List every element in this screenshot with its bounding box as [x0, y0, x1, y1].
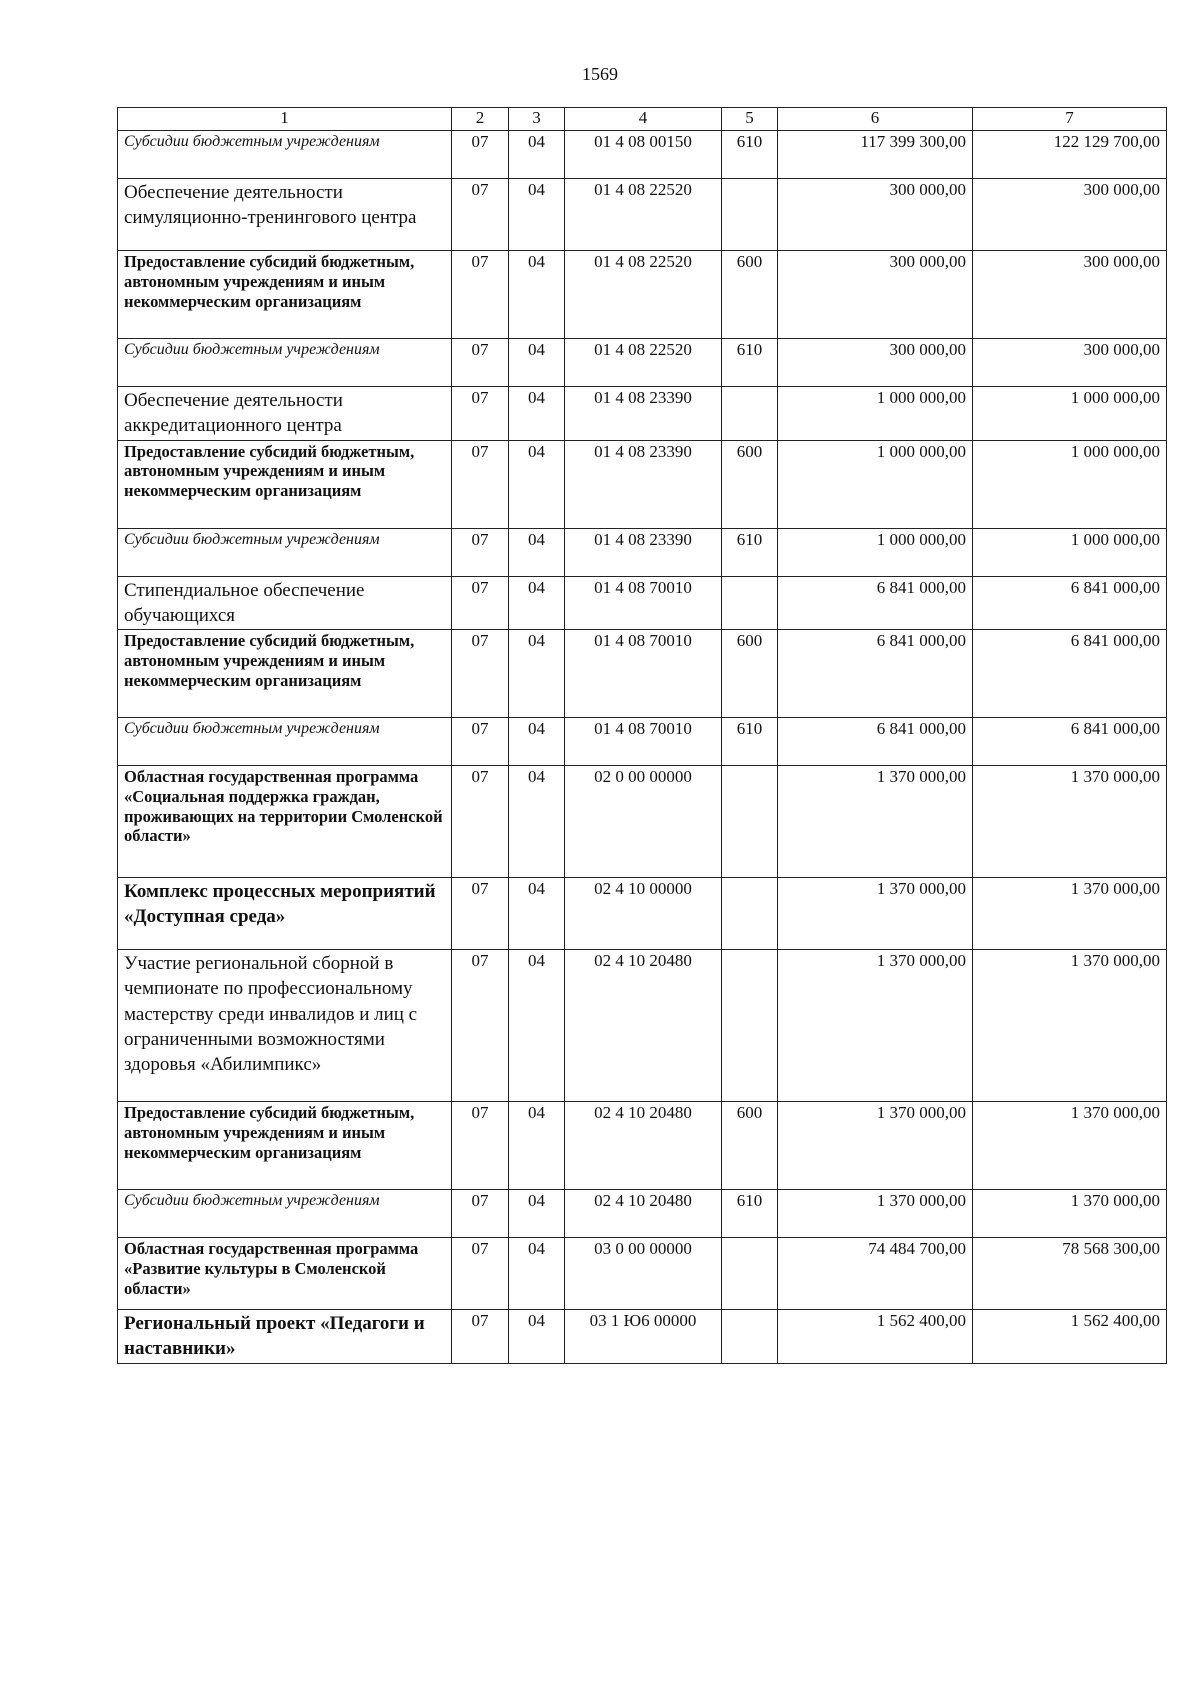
row-amount-year1-cell: 6 841 000,00 — [778, 718, 973, 766]
table-header — [118, 108, 1167, 131]
row-amount-year2-cell: 6 841 000,00 — [973, 718, 1167, 766]
table-row — [118, 766, 1167, 878]
row-target-code-cell: 03 1 Ю6 00000 — [565, 1310, 722, 1364]
table-row — [118, 387, 1167, 441]
row-amount-year1-cell: 300 000,00 — [778, 339, 973, 387]
row-amount-year1-cell: 1 370 000,00 — [778, 1190, 973, 1238]
row-target-code-cell: 01 4 08 23390 — [565, 440, 722, 528]
row-expense-type-cell: 600 — [722, 251, 778, 339]
budget-table — [117, 107, 1167, 1364]
table-row — [118, 251, 1167, 339]
row-amount-year1-cell: 300 000,00 — [778, 179, 973, 251]
row-amount-year1-cell: 1 370 000,00 — [778, 950, 973, 1102]
row-expense-type-cell: 610 — [722, 1190, 778, 1238]
row-amount-year2-cell: 1 000 000,00 — [973, 528, 1167, 576]
col-header-3: 3 — [509, 108, 565, 131]
row-subsection-cell: 04 — [509, 179, 565, 251]
row-amount-year2-cell: 6 841 000,00 — [973, 630, 1167, 718]
row-target-code-cell: 02 4 10 20480 — [565, 950, 722, 1102]
row-name-cell: Субсидии бюджетным учреждениям — [118, 339, 452, 387]
table-row — [118, 950, 1167, 1102]
row-expense-type-cell — [722, 878, 778, 950]
row-amount-year1-cell: 300 000,00 — [778, 251, 973, 339]
row-target-code-cell: 02 4 10 20480 — [565, 1190, 722, 1238]
row-subsection-cell: 04 — [509, 251, 565, 339]
row-target-code-cell: 02 4 10 00000 — [565, 878, 722, 950]
row-target-code-cell: 01 4 08 22520 — [565, 179, 722, 251]
row-target-code-cell: 01 4 08 00150 — [565, 131, 722, 179]
row-section-cell: 07 — [452, 251, 509, 339]
row-amount-year1-cell: 1 370 000,00 — [778, 766, 973, 878]
table-row — [118, 179, 1167, 251]
row-subsection-cell: 04 — [509, 440, 565, 528]
row-target-code-cell: 01 4 08 23390 — [565, 387, 722, 441]
row-section-cell: 07 — [452, 1102, 509, 1190]
row-expense-type-cell — [722, 1310, 778, 1364]
row-section-cell: 07 — [452, 131, 509, 179]
row-section-cell: 07 — [452, 179, 509, 251]
row-amount-year2-cell: 1 370 000,00 — [973, 1102, 1167, 1190]
row-amount-year1-cell: 1 562 400,00 — [778, 1310, 973, 1364]
row-name-cell: Предоставление субсидий бюджетным, автономным учреждениям и иным некоммерческим организациям — [118, 1102, 452, 1190]
col-header-4: 4 — [565, 108, 722, 131]
row-section-cell: 07 — [452, 878, 509, 950]
row-section-cell: 07 — [452, 1238, 509, 1310]
row-target-code-cell: 03 0 00 00000 — [565, 1238, 722, 1310]
row-expense-type-cell: 610 — [722, 339, 778, 387]
row-section-cell: 07 — [452, 339, 509, 387]
row-subsection-cell: 04 — [509, 766, 565, 878]
row-subsection-cell: 04 — [509, 576, 565, 630]
row-amount-year2-cell: 1 370 000,00 — [973, 950, 1167, 1102]
table-row — [118, 1310, 1167, 1364]
col-header-5: 5 — [722, 108, 778, 131]
row-amount-year1-cell: 1 000 000,00 — [778, 528, 973, 576]
row-target-code-cell: 01 4 08 70010 — [565, 630, 722, 718]
row-expense-type-cell — [722, 1238, 778, 1310]
row-amount-year2-cell: 300 000,00 — [973, 179, 1167, 251]
col-header-2: 2 — [452, 108, 509, 131]
table-row — [118, 878, 1167, 950]
row-section-cell: 07 — [452, 718, 509, 766]
row-subsection-cell: 04 — [509, 950, 565, 1102]
row-target-code-cell: 01 4 08 70010 — [565, 576, 722, 630]
row-name-cell: Субсидии бюджетным учреждениям — [118, 1190, 452, 1238]
col-header-6: 6 — [778, 108, 973, 131]
table-row — [118, 131, 1167, 179]
row-expense-type-cell — [722, 576, 778, 630]
table-row — [118, 528, 1167, 576]
row-name-cell: Предоставление субсидий бюджетным, автономным учреждениям и иным некоммерческим организациям — [118, 630, 452, 718]
row-target-code-cell: 02 4 10 20480 — [565, 1102, 722, 1190]
row-target-code-cell: 01 4 08 22520 — [565, 339, 722, 387]
row-amount-year2-cell: 300 000,00 — [973, 251, 1167, 339]
row-expense-type-cell: 600 — [722, 1102, 778, 1190]
row-subsection-cell: 04 — [509, 878, 565, 950]
row-subsection-cell: 04 — [509, 528, 565, 576]
row-expense-type-cell: 610 — [722, 131, 778, 179]
row-subsection-cell: 04 — [509, 339, 565, 387]
table-row — [118, 576, 1167, 630]
row-amount-year1-cell: 1 000 000,00 — [778, 440, 973, 528]
row-section-cell: 07 — [452, 576, 509, 630]
row-subsection-cell: 04 — [509, 131, 565, 179]
row-name-cell: Региональный проект «Педагоги и наставники» — [118, 1310, 452, 1364]
row-target-code-cell: 01 4 08 70010 — [565, 718, 722, 766]
row-subsection-cell: 04 — [509, 1102, 565, 1190]
row-expense-type-cell: 600 — [722, 440, 778, 528]
row-amount-year2-cell: 300 000,00 — [973, 339, 1167, 387]
table-row — [118, 718, 1167, 766]
row-amount-year1-cell: 117 399 300,00 — [778, 131, 973, 179]
row-section-cell: 07 — [452, 950, 509, 1102]
row-amount-year1-cell: 1 370 000,00 — [778, 1102, 973, 1190]
row-amount-year1-cell: 74 484 700,00 — [778, 1238, 973, 1310]
row-name-cell: Субсидии бюджетным учреждениям — [118, 131, 452, 179]
row-subsection-cell: 04 — [509, 1190, 565, 1238]
row-amount-year2-cell: 1 370 000,00 — [973, 766, 1167, 878]
row-subsection-cell: 04 — [509, 718, 565, 766]
row-section-cell: 07 — [452, 766, 509, 878]
row-section-cell: 07 — [452, 440, 509, 528]
row-section-cell: 07 — [452, 1310, 509, 1364]
table-body — [118, 131, 1167, 1364]
row-amount-year2-cell: 1 370 000,00 — [973, 1190, 1167, 1238]
row-expense-type-cell: 600 — [722, 630, 778, 718]
table-row — [118, 339, 1167, 387]
row-subsection-cell: 04 — [509, 630, 565, 718]
table-row — [118, 1190, 1167, 1238]
row-amount-year2-cell: 1 562 400,00 — [973, 1310, 1167, 1364]
row-section-cell: 07 — [452, 387, 509, 441]
table-row — [118, 630, 1167, 718]
row-amount-year1-cell: 1 000 000,00 — [778, 387, 973, 441]
col-header-1: 1 — [118, 108, 452, 131]
row-section-cell: 07 — [452, 630, 509, 718]
row-target-code-cell: 01 4 08 23390 — [565, 528, 722, 576]
row-name-cell: Участие региональной сборной в чемпионате по профессиональному мастерству среди инвалидов и лиц с ограниченными возможностями здоровья «Абилимпикс» — [118, 950, 452, 1102]
row-amount-year1-cell: 1 370 000,00 — [778, 878, 973, 950]
row-name-cell: Обеспечение деятельности аккредитационного центра — [118, 387, 452, 441]
table-row — [118, 1102, 1167, 1190]
row-expense-type-cell — [722, 387, 778, 441]
row-amount-year2-cell: 122 129 700,00 — [973, 131, 1167, 179]
row-name-cell: Областная государственная программа «Социальная поддержка граждан, проживающих на территории Смоленской области» — [118, 766, 452, 878]
row-amount-year2-cell: 78 568 300,00 — [973, 1238, 1167, 1310]
row-target-code-cell: 02 0 00 00000 — [565, 766, 722, 878]
row-amount-year2-cell: 1 370 000,00 — [973, 878, 1167, 950]
row-name-cell: Субсидии бюджетным учреждениям — [118, 718, 452, 766]
row-name-cell: Субсидии бюджетным учреждениям — [118, 528, 452, 576]
row-subsection-cell: 04 — [509, 1238, 565, 1310]
row-expense-type-cell: 610 — [722, 718, 778, 766]
row-target-code-cell: 01 4 08 22520 — [565, 251, 722, 339]
row-name-cell: Обеспечение деятельности симуляционно-тренингового центра — [118, 179, 452, 251]
row-expense-type-cell — [722, 179, 778, 251]
row-name-cell: Предоставление субсидий бюджетным, автономным учреждениям и иным некоммерческим организациям — [118, 440, 452, 528]
row-subsection-cell: 04 — [509, 1310, 565, 1364]
row-subsection-cell: 04 — [509, 387, 565, 441]
page-number: 1569 — [582, 64, 618, 84]
row-expense-type-cell — [722, 766, 778, 878]
row-name-cell: Стипендиальное обеспечение обучающихся — [118, 576, 452, 630]
col-header-7: 7 — [973, 108, 1167, 131]
row-amount-year2-cell: 1 000 000,00 — [973, 440, 1167, 528]
row-amount-year2-cell: 1 000 000,00 — [973, 387, 1167, 441]
row-amount-year2-cell: 6 841 000,00 — [973, 576, 1167, 630]
row-amount-year1-cell: 6 841 000,00 — [778, 576, 973, 630]
table-row — [118, 440, 1167, 528]
row-section-cell: 07 — [452, 528, 509, 576]
row-name-cell: Предоставление субсидий бюджетным, автономным учреждениям и иным некоммерческим организациям — [118, 251, 452, 339]
table-row — [118, 1238, 1167, 1310]
row-amount-year1-cell: 6 841 000,00 — [778, 630, 973, 718]
row-expense-type-cell: 610 — [722, 528, 778, 576]
row-name-cell: Комплекс процессных мероприятий «Доступная среда» — [118, 878, 452, 950]
row-name-cell: Областная государственная программа «Развитие культуры в Смоленской области» — [118, 1238, 452, 1310]
row-expense-type-cell — [722, 950, 778, 1102]
header-row — [118, 108, 1167, 131]
row-section-cell: 07 — [452, 1190, 509, 1238]
